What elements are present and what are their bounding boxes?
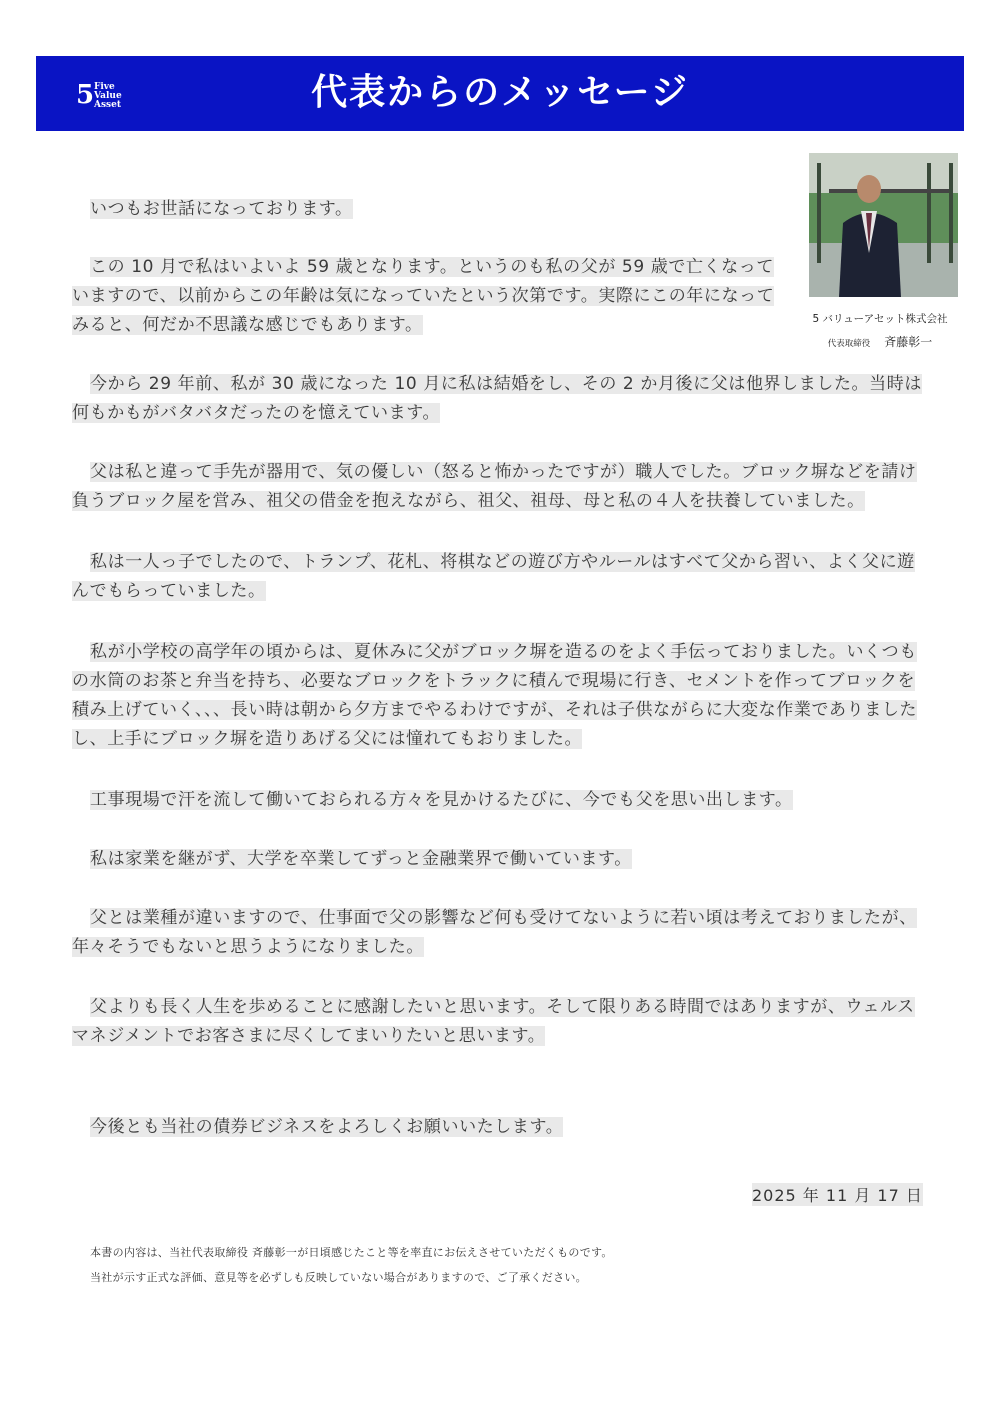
ceo-name-caption: [790, 333, 970, 350]
paragraph-finance-career: 私は家業を継がず、大学を卒業してずっと金融業界で働いています。: [90, 849, 632, 869]
paragraph-father-craftsman: 父は私と違って手先が器用で、気の優しい（怒ると怖かったですが）職人でした。ブロック塀などを請け負うブロック屋を営み、祖父の借金を抱えながら、祖父、祖母、母と私の４人を扶養していました。: [72, 462, 917, 511]
disclaimer-line-2: 当社が示す正式な評価、意見等を必ずしも反映していない場合がありますので、ご了承ください。: [90, 1271, 587, 1284]
logo-word-value: Value: [94, 91, 122, 101]
paragraph-gratitude: 父よりも長く人生を歩めることに感謝したいと思います。そして限りある時間ではありますが、ウェルスマネジメントでお客さまに尽くしてまいりたいと思います。: [72, 997, 915, 1046]
paragraph-greeting: いつもお世話になっております。: [90, 199, 353, 219]
ceo-role: 代表取締役: [827, 339, 871, 349]
logo-word-five: Five: [94, 82, 115, 92]
paragraph-influence: 父とは業種が違いますので、仕事面で父の影響など何も受けてないように若い頃は考えておりましたが、年々そうでもないと思うようになりました。: [72, 908, 917, 957]
page-title: 代表からのメッセージ: [311, 72, 689, 113]
paragraph-helping-father: 私が小学校の高学年の頃からは、夏休みに父がブロック塀を造るのをよく手伝っておりました。いくつもの水筒のお茶と弁当を持ち、必要なブロックをトラックに積んで現場に行き、セメントを作ってブロックを積み上げていく、、、長い時は朝から夕方までやるわけですが、それは子供ながらに大変な作業でありましたし、上手にブロック塀を造りあげる父には憧れてもおりました。: [72, 642, 918, 749]
logo-word-asset: Asset: [94, 100, 121, 110]
logo-number: 5: [76, 80, 95, 110]
paragraph-age: この 10 月で私はいよいよ 59 歳となります。というのも私の父が 59 歳で亡くなっていますので、以前からこの年齢は気になっていたという次第です。実際にこの年になってみると、何だか不思議な感じでもあります。: [72, 257, 775, 335]
paragraph-marriage: 今から 29 年前、私が 30 歳になった 10 月に私は結婚をし、その 2 か月後に父は他界しました。当時は何もかもがバタバタだったのを憶えています。: [72, 374, 922, 423]
message-date: 2025 年 11 月 17 日: [752, 1183, 923, 1206]
paragraph-construction-sites: 工事現場で汗を流して働いておられる方々を見かけるたびに、今でも父を思い出します。: [90, 790, 793, 810]
paragraph-games: 私は一人っ子でしたので、トランプ、花札、将棋などの遊び方やルールはすべて父から習い、よく父に遊んでもらっていました。: [72, 552, 915, 601]
disclaimer-line-1: 本書の内容は、当社代表取締役 斉藤彰一が日頃感じたこと等を率直にお伝えさせていただくものです。: [90, 1246, 613, 1259]
header-banner: [36, 56, 964, 131]
ceo-portrait-photo: [809, 153, 958, 297]
ceo-name: 斉藤彰一: [884, 335, 933, 349]
paragraph-closing: 今後とも当社の債券ビジネスをよろしくお願いいたします。: [90, 1117, 564, 1137]
company-name-caption: 5 バリューアセット株式会社: [812, 313, 948, 325]
